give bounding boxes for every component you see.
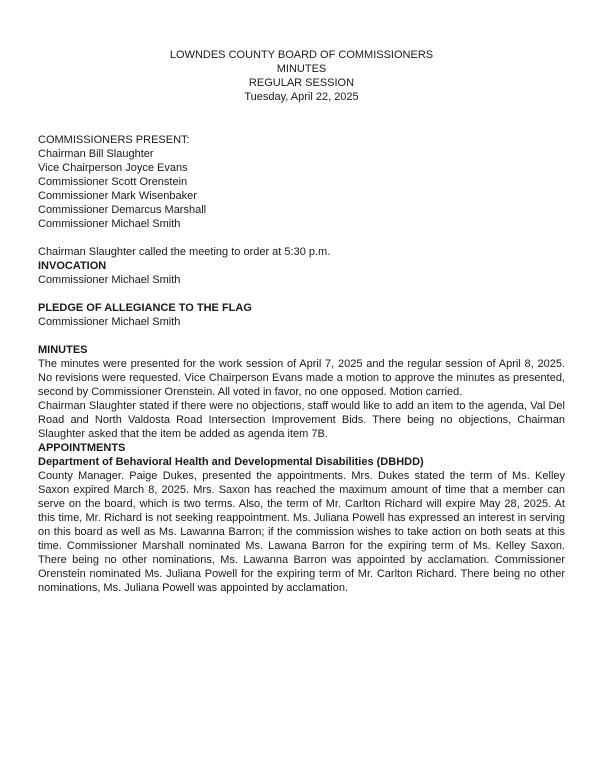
minutes-paragraph-1: The minutes were presented for the work session of April 7, 2025 and the regular session of April 8, 2025. No revisions were requested. Vice Chairperson Evans made a motion to approve the minutes as presented, second by Commissioner Orenstein. All voted in favor, no one opposed. Motion carried. [38, 358, 565, 398]
invocation-presenter: Commissioner Michael Smith [38, 274, 181, 286]
pledge-presenter: Commissioner Michael Smith [38, 316, 181, 328]
commissioner-name: Commissioner Michael Smith [38, 218, 181, 230]
title-line-date: Tuesday, April 22, 2025 [244, 91, 359, 103]
title-line-org: LOWNDES COUNTY BOARD OF COMMISSIONERS [169, 49, 434, 61]
commissioners-present-label: COMMISSIONERS PRESENT: [38, 134, 190, 146]
minutes-paragraph-2: Chairman Slaughter stated if there were no objections, staff would like to add an item to the agenda, Val Del Road and North Valdosta Road Intersection Improvement Bids. There being no objections, Chairman Slaughter asked that the item be added as agenda item 7B. [38, 400, 565, 440]
appointments-heading: APPOINTMENTS [38, 442, 126, 454]
minutes-heading: MINUTES [38, 344, 88, 356]
dbhdd-heading: Department of Behavioral Health and Developmental Disabilities (DBHDD) [38, 456, 424, 468]
document-title-block [38, 48, 565, 104]
commissioners-present-section [38, 133, 565, 231]
dbhdd-body: County Manager. Paige Dukes, presented the appointments. Mrs. Dukes stated the term of Ms. Kelley Saxon expired March 8, 2025. Mrs. Saxon has reached the maximum amount of time that a member can serve on the board, which is two terms. Also, the term of Mr. Carlton Richard will expire May 28, 2025. At this time, Mr. Richard is not seeking reappointment. Ms. Juliana Powell has expressed an interest in serving on this board as well as Ms. Lawanna Barron; if the commission wishes to take action on both seats at this time. Commissioner Marshall nominated Ms. Lawana Barron for the expiring term of Ms. Kelley Saxon. There being no other nominations, Ms. Lawanna Barron was appointed by acclamation. Commissioner Orenstein nominated Ms. Juliana Powell for the expiring term of Mr. Carlton Richard. There being no other nominations, Ms. Juliana Powell was appointed by acclamation. [38, 470, 565, 594]
call-to-order-statement: Chairman Slaughter called the meeting to order at 5:30 p.m. [38, 246, 331, 258]
dbhdd-appointment-section [38, 455, 565, 595]
pledge-heading: PLEDGE OF ALLEGIANCE TO THE FLAG [38, 302, 252, 314]
title-line-doc-type: MINUTES [276, 63, 327, 75]
pledge-section [38, 301, 565, 329]
title-line-session-type: REGULAR SESSION [248, 77, 355, 89]
commissioner-name: Vice Chairperson Joyce Evans [38, 162, 188, 174]
commissioner-name: Commissioner Scott Orenstein [38, 176, 188, 188]
commissioner-name: Chairman Bill Slaughter [38, 148, 154, 160]
commissioner-name: Commissioner Mark Wisenbaker [38, 190, 197, 202]
commissioner-name: Commissioner Demarcus Marshall [38, 204, 207, 216]
invocation-heading: INVOCATION [38, 260, 107, 272]
invocation-section [38, 259, 565, 287]
